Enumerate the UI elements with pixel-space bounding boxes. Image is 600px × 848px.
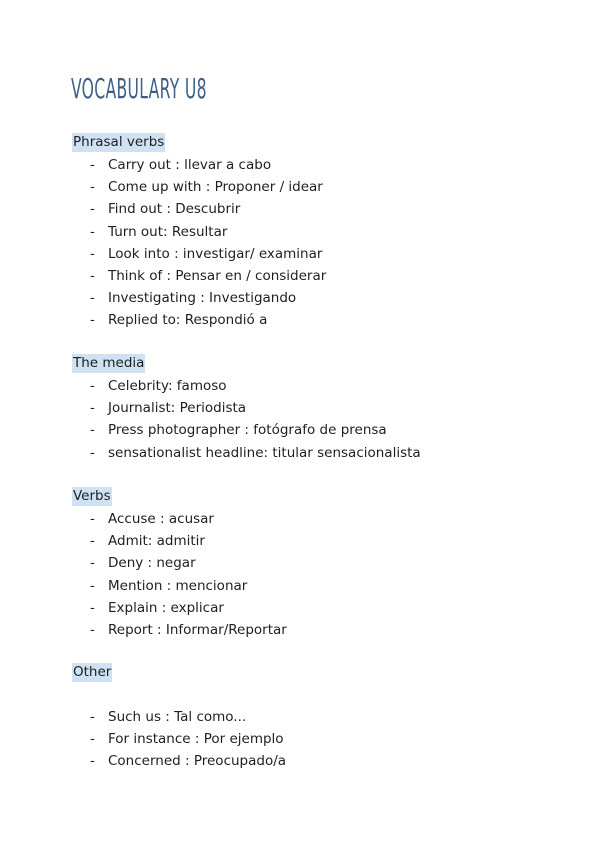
bullet-dash: - <box>90 290 95 307</box>
bullet-dash: - <box>90 400 95 417</box>
vocab-list <box>72 508 287 641</box>
list-item: - Accuse : acusar <box>72 508 287 530</box>
bullet-dash: - <box>90 179 95 196</box>
section-phrasal-verbs <box>72 131 326 332</box>
vocab-list <box>72 706 286 773</box>
bullet-dash: - <box>90 312 95 329</box>
bullet-dash: - <box>90 444 95 461</box>
list-item: - Report : Informar/Reportar <box>72 619 287 641</box>
bullet-dash: - <box>90 245 95 262</box>
list-item: - Think of : Pensar en / considerar <box>72 265 326 287</box>
bullet-dash: - <box>90 157 95 173</box>
list-item: - Journalist: Periodista <box>72 397 421 419</box>
section-verbs <box>72 485 287 641</box>
list-item: - Concerned : Preocupado/a <box>72 750 286 772</box>
bullet-dash: - <box>90 599 95 616</box>
list-item: - Investigating : Investigando <box>72 287 326 309</box>
page-title: VOCABULARY U8 <box>71 72 207 105</box>
section-the-media <box>72 352 421 464</box>
section-heading: The media <box>73 355 145 371</box>
vocab-list <box>72 375 421 464</box>
vocab-list <box>72 154 326 332</box>
list-item: - For instance : Por ejemplo <box>72 728 286 750</box>
list-item: - Turn out: Resultar <box>72 221 326 243</box>
bullet-dash: - <box>90 577 95 594</box>
bullet-dash: - <box>90 511 95 527</box>
list-item: - Look into : investigar/ examinar <box>72 243 326 265</box>
bullet-dash: - <box>90 422 95 439</box>
list-item: - Such us : Tal como... <box>72 706 286 728</box>
list-item: - Mention : mencionar <box>72 575 287 597</box>
list-item: - Admit: admitir <box>72 530 287 552</box>
bullet-dash: - <box>90 622 95 639</box>
bullet-dash: - <box>90 268 95 285</box>
section-heading: Verbs <box>73 488 111 504</box>
list-item: - Replied to: Respondió a <box>72 309 326 331</box>
bullet-dash: - <box>90 223 95 240</box>
bullet-dash: - <box>90 709 95 725</box>
bullet-dash: - <box>90 555 95 572</box>
bullet-dash: - <box>90 378 95 394</box>
list-item: - Celebrity: famoso <box>72 375 421 397</box>
bullet-dash: - <box>90 533 95 550</box>
section-heading: Phrasal verbs <box>73 134 165 150</box>
section-heading: Other <box>73 664 112 680</box>
list-item: - Carry out : llevar a cabo <box>72 154 326 176</box>
bullet-dash: - <box>90 753 95 770</box>
bullet-dash: - <box>90 201 95 218</box>
list-item: - Find out : Descubrir <box>72 198 326 220</box>
list-item: - Deny : negar <box>72 552 287 574</box>
list-item: - Come up with : Proponer / idear <box>72 176 326 198</box>
list-item: - sensationalist headline: titular sensacionalista <box>72 442 421 464</box>
list-item: - Press photographer : fotógrafo de prensa <box>72 419 421 441</box>
section-other <box>72 661 286 773</box>
list-item: - Explain : explicar <box>72 597 287 619</box>
bullet-dash: - <box>90 731 95 748</box>
